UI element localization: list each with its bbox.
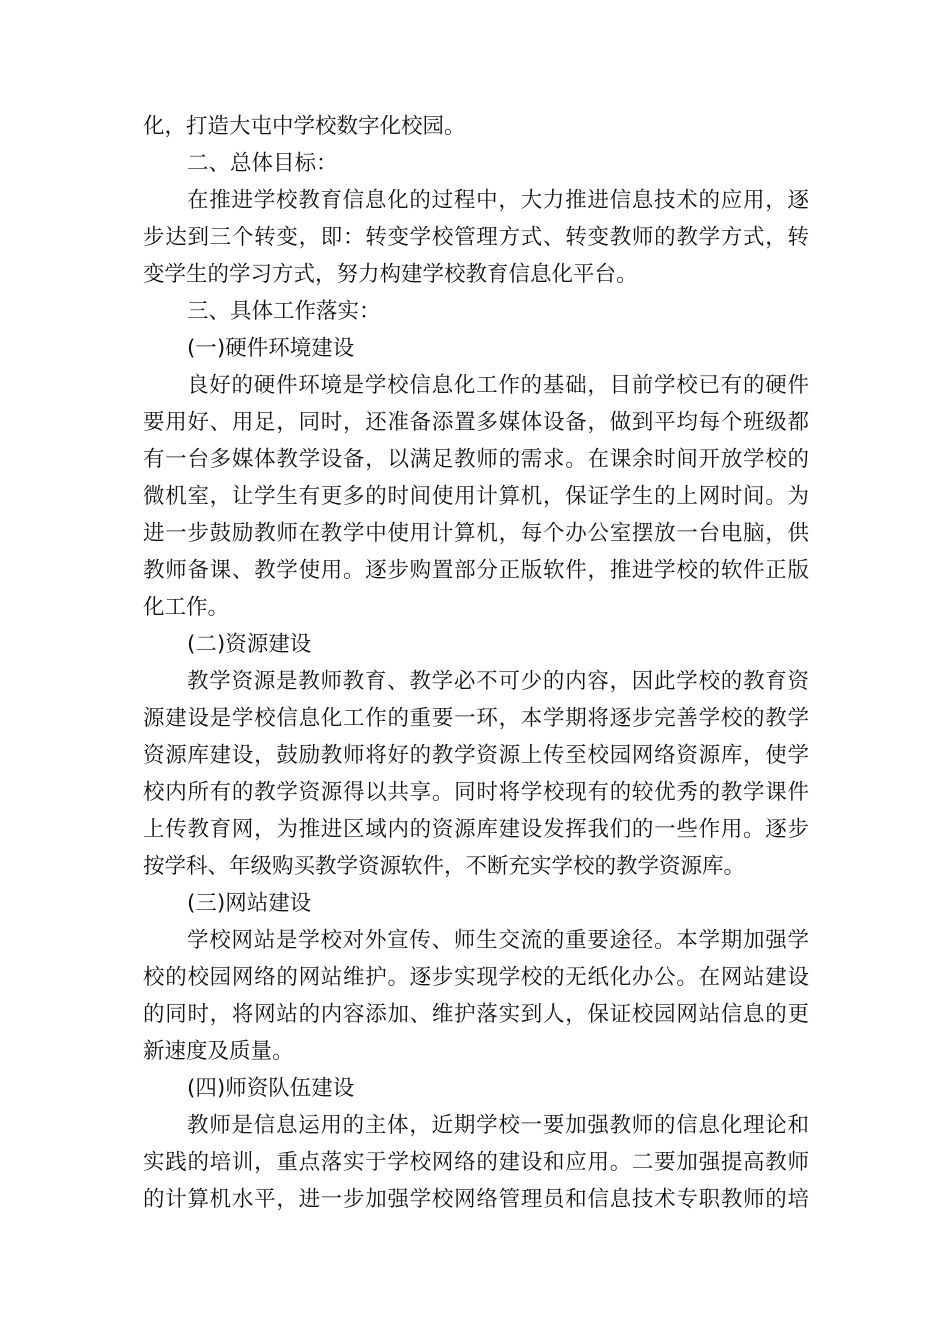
text-line: (三)网站建设 <box>187 891 312 916</box>
text-line: 的计算机水平，进一步加强学校网络管理员和信息技术专职教师的培 <box>143 1187 809 1212</box>
text-line: 教学资源是教师教育、教学必不可少的内容，因此学校的教育资 <box>187 669 809 694</box>
text-line: 变学生的学习方式，努力构建学校教育信息化平台。 <box>143 262 638 287</box>
text-line: 新速度及质量。 <box>143 1039 294 1064</box>
text-line: 校的校园网络的网站维护。逐步实现学校的无纸化办公。在网站建设 <box>143 965 809 990</box>
text-line: (一)硬件环境建设 <box>187 336 355 361</box>
text-line: 实践的培训，重点落实于学校网络的建设和应用。二要加强提高教师 <box>143 1150 809 1175</box>
document-body <box>143 108 809 1218</box>
text-line: 要用好、用足，同时，还准备添置多媒体设备，做到平均每个班级都 <box>143 410 809 435</box>
text-line: 化工作。 <box>143 595 230 620</box>
text-line: 微机室，让学生有更多的时间使用计算机，保证学生的上网时间。为 <box>143 484 809 509</box>
text-line: 有一台多媒体教学设备，以满足教师的需求。在课余时间开放学校的 <box>143 447 809 472</box>
text-line: 二、总体目标： <box>187 151 338 176</box>
text-line: 按学科、年级购买教学资源软件，不断充实学校的教学资源库。 <box>143 854 746 879</box>
text-line: 步达到三个转变，即：转变学校管理方式、转变教师的教学方式，转 <box>143 225 809 250</box>
text-line: 化，打造大屯中学校数字化校园。 <box>143 114 466 139</box>
text-line: 良好的硬件环境是学校信息化工作的基础，目前学校已有的硬件 <box>187 373 809 398</box>
text-line: 教师备课、教学使用。逐步购置部分正版软件，推进学校的软件正版 <box>143 558 809 583</box>
text-line: 的同时，将网站的内容添加、维护落实到人，保证校园网站信息的更 <box>143 1002 809 1027</box>
text-line: 学校网站是学校对外宣传、师生交流的重要途径。本学期加强学 <box>187 928 809 953</box>
text-line: 源建设是学校信息化工作的重要一环，本学期将逐步完善学校的教学 <box>143 706 809 731</box>
text-line: 上传教育网，为推进区域内的资源库建设发挥我们的一些作用。逐步 <box>143 817 809 842</box>
text-line: 资源库建设，鼓励教师将好的教学资源上传至校园网络资源库，使学 <box>143 743 809 768</box>
text-line: (二)资源建设 <box>187 632 312 657</box>
text-line: 三、具体工作落实： <box>187 299 381 324</box>
text-line: 进一步鼓励教师在教学中使用计算机，每个办公室摆放一台电脑，供 <box>143 521 809 546</box>
text-line: 在推进学校教育信息化的过程中，大力推进信息技术的应用，逐 <box>187 188 809 213</box>
text-line: (四)师资队伍建设 <box>187 1076 355 1101</box>
text-line: 校内所有的教学资源得以共享。同时将学校现有的较优秀的教学课件 <box>143 780 809 805</box>
text-line: 教师是信息运用的主体，近期学校一要加强教师的信息化理论和 <box>187 1113 809 1138</box>
